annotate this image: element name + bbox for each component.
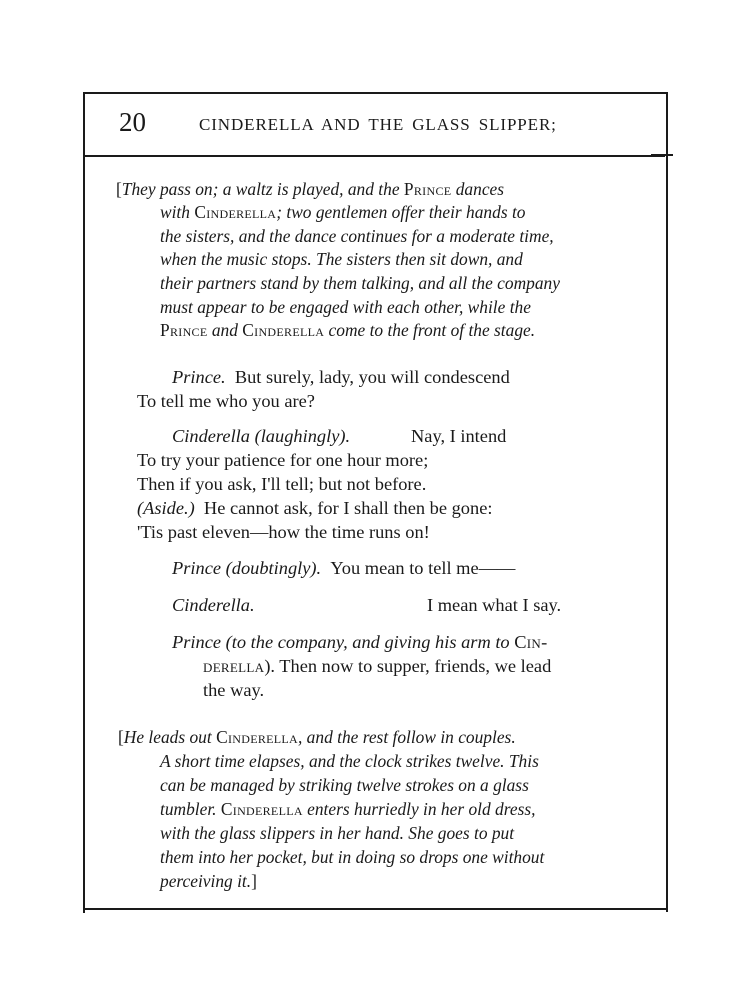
direction-line: the sisters, and the dance continues for a moderate time,: [160, 226, 554, 246]
right-frame-line: [666, 92, 668, 912]
speaker-name: Prince (doubtingly).: [172, 558, 322, 578]
direction-line: perceiving it.]: [160, 871, 257, 891]
direction-line: can be managed by striking twelve strokes on a glass: [160, 775, 529, 795]
direction-line: with Cinderella; two gentlemen offer their hands to: [160, 202, 526, 222]
header-rule: [83, 155, 665, 157]
page-number: 20: [119, 107, 146, 137]
direction-line: when the music stops. The sisters then sit down, and: [160, 249, 523, 269]
header-rule-tail: [651, 154, 673, 156]
direction-line: [They pass on; a waltz is played, and the Prince dances: [116, 179, 505, 199]
running-title: CINDERELLA AND THE GLASS SLIPPER;: [199, 115, 557, 134]
verse-line: derella). Then now to supper, friends, we lead: [203, 656, 552, 676]
speaker-name: Cinderella (laughingly).: [172, 426, 351, 446]
speaker-name: Prince.: [172, 367, 226, 387]
direction-line: [He leads out Cinderella, and the rest follow in couples.: [118, 727, 516, 747]
bottom-rule: [83, 908, 668, 910]
verse-line: I mean what I say.: [427, 595, 562, 615]
top-rule: [83, 92, 668, 94]
verse-line: [172, 425, 350, 448]
direction-line: Prince and Cinderella come to the front of the stage.: [160, 320, 536, 340]
speaker-name: Cinderella.: [172, 595, 255, 615]
verse-line: Prince. But surely, lady, you will condescend: [172, 367, 510, 387]
verse-line: Prince (to the company, and giving his arm to Cin-: [172, 632, 548, 652]
verse-line: Then if you ask, I'll tell; but not before.: [137, 474, 427, 494]
verse-line: the way.: [203, 680, 265, 700]
speaker-name: Prince (to the company, and giving his arm to: [172, 632, 515, 652]
direction-line: tumbler. Cinderella enters hurriedly in her old dress,: [160, 799, 536, 819]
direction-line: with the glass slippers in her hand. She goes to put: [160, 823, 515, 843]
direction-line: them into her pocket, but in doing so drops one without: [160, 847, 545, 867]
aside-direction: (Aside.): [137, 498, 195, 518]
direction-line: must appear to be engaged with each other, while the: [160, 297, 531, 317]
verse-line: (Aside.) He cannot ask, for I shall then be gone:: [137, 498, 493, 518]
verse-line: To try your patience for one hour more;: [137, 450, 429, 470]
direction-line: A short time elapses, and the clock strikes twelve. This: [160, 751, 539, 771]
direction-line: their partners stand by them talking, and all the company: [160, 273, 560, 293]
verse-line: 'Tis past eleven—how the time runs on!: [137, 522, 430, 542]
left-frame-line: [83, 93, 85, 913]
verse-line: Nay, I intend: [411, 426, 507, 446]
verse-line: To tell me who you are?: [137, 391, 315, 411]
verse-line: Prince (doubtingly). You mean to tell me——: [172, 558, 516, 578]
